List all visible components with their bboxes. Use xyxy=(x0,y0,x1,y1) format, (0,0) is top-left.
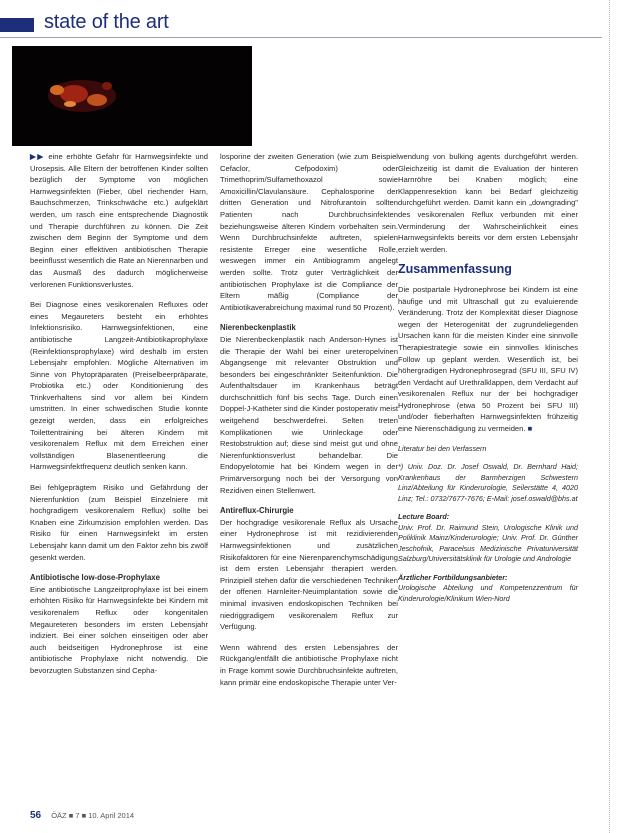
paragraph: losporine der zweiten Generation (wie zum Beispiel Cefaclor, Cefpodoxim) oder Trimethoprim/Sulfamethoxazol sowie Amoxicillin/Clavulansäure. Cephalosporine der dritten Generation und Nitrofurantoin sollten Patienten nach Durchbruchsinfekten beziehungsweise älteren Kindern vorbehalten sein. Wenn Durchbruchsinfekte auftreten, spielen resistente Erreger eine wesentliche Rolle, weswegen immer ein Antibiogramm angelegt werden sollte. Trotz guter Verträglichkeit der antibiotischen Prophylaxe ist die Compliance der Eltern mäßig (Compliance der Antibiotikaverabreichung maximal rund 50 Prozent). xyxy=(220,152,398,312)
end-marker: ■ xyxy=(527,424,533,434)
paragraph: Bei fehlgeprägtem Risiko und Gefährdung der Nierenfunktion (zum Beispiel Einzelniere mit hochgradigem vesikorenalem Reflux) sollte bei Knaben eine Zirkumzision empfohlen werden. Das Risiko für einen Harnwegsinfekt im ersten Lebensjahr kann damit um den Faktor zehn bis zwölf gesenkt werden. xyxy=(30,483,208,562)
paragraph: Der hochgradige vesikorenale Reflux als Ursache einer Hydronephrose ist mit rezidivierenden Harnwegsinfektionen und zusätzlichen Risikofaktoren für eine Nierenparenchymschädigung ist dem ersten Lebensjahr therapiert werden. Prinzipiell stehen dafür die verschiedenen Techniken der offenen Harnleiter-Neuimplantation sowie die minimal invasiven endoskopischen Techniken bei niedriggradigem vesikorenalem Reflux zur Verfügung. xyxy=(220,517,398,632)
section-title: state of the art xyxy=(44,11,169,33)
ultrasound-image xyxy=(12,46,252,146)
column-1 xyxy=(30,151,208,686)
column-2 xyxy=(220,151,398,697)
section-heading: Zusammenfassung xyxy=(398,262,512,277)
article-image xyxy=(12,46,252,146)
lecture-board: Lecture Board: Univ. Prof. Dr. Raimund Stein, Urologische Klinik und Poliklinik Mainz/Kinderurologie; Univ. Prof. Dr. Günther Jeschofnik, Paracelsus Medizinische Privatuniversität Salzburg/Universitätsklinik für Urologie und Andrologie xyxy=(398,512,578,564)
paragraph: Die Nierenbeckenplastik nach Anderson-Hynes ist die Therapie der Wahl bei einer ureteropelvinen Abgangsenge mit relevanter Obstruktion und besonders bei eingeschränkter Seitenfunktion. Die Aufenthaltsdauer im Krankenhaus beträgt durchschnittlich fünf bis sechs Tage. Durch einen Doppel-J-Katheter sind die Kinder postoperativ meist weitgehend beschwerdefrei. Selten treten Komplikationen wie Urinleckage oder Restobstruktion auf; diese sind meist gut und ohne Nierenfunktionsverlust behandelbar. Die Endopyelotomie hat bei Kindern wegen in der Primärversorgung noch bei der Versorgung von Rezidiven einen Stellenwert. xyxy=(220,334,398,495)
article-meta xyxy=(398,444,578,605)
training-provider: Ärztlicher Fortbildungsanbieter: Urologische Abteilung und Kompetenzzentrum für Kinderurologie/Klinikum Wien-Nord xyxy=(398,572,578,603)
column-3 xyxy=(398,151,578,612)
page-number: 56 xyxy=(30,810,42,821)
page-header xyxy=(0,0,620,46)
literature-note: Literatur bei den Verfassern xyxy=(398,443,487,453)
continuation-marker: ▶▶ xyxy=(30,152,45,161)
paragraph: ▶▶ eine erhöhte Gefahr für Harnwegsinfekte und Urosepsis. Alle Eltern der betroffenen Kinder sollten bezüglich der Symptome von möglichen Harnwegsinfekten (Fieber, übel riechender Harn, Bauchschmerzen, Trinkschwäche etc.) aufgeklärt werden, um rasch eine entsprechende Diagnostik und Therapie durchführen zu können. Die Zeit zwischen dem Beginn der Symptome und dem Beginn einer effektiven antibiotischen Therapie beeinflusst wesentlich die Rate an Nierennarben und das Ausmaß des dadurch möglicherweise verlorenen Funktionsverlustes. xyxy=(30,152,208,289)
page-footer xyxy=(30,810,134,821)
subheading: Antireflux-Chirurgie xyxy=(220,506,294,516)
paragraph: Die postpartale Hydronephrose bei Kindern ist eine häufige und mit Ultraschall gut zu evaluierende Veränderung. Trotz der Komplexität dieser Diagnose wegen der Heterogenität der zugrundeliegenden Ursachen kann für die meisten Kinder eine sinnvolle Therapiestrategie sowie ein sinnvolles klinisches Follow up geplant werden. Wesentlich ist, bei höhergradigen Hydronephrosegrad (SFU III, SFU IV) den Verdacht auf Urethralklappen, dem Verdacht auf vesikorenalen Reflux nur der bei hochgradiger Hydronephrose (etwa 50 Prozent bei SFU III) und/oder fieberhaften Harnwegsinfekten frühzeitig eine Nierenschädigung zu vermeiden. ■ xyxy=(398,284,578,434)
page-edge xyxy=(609,0,616,833)
subheading: Nierenbeckenplastik xyxy=(220,323,296,333)
paragraph: Wenn während des ersten Lebensjahres der Rückgang/entfällt die antibiotische Prophylaxe nicht in Frage kommt sowie Durchbruchsinfekte auftreten, kann primär eine endoskopische Therapie unter Ver- xyxy=(220,642,398,687)
header-rule xyxy=(0,37,602,38)
paragraph: Eine antibiotische Langzeitprophylaxe ist bei einem erhöhten Risiko für Harnwegsinfekte bei Kindern mit vesikorenalem Reflux oder kongenitalen Megaureteren besonders im ersten Lebensjahr indiziert. Bei einer solchen einseitigen oder aber auch beidseitigen Hydronephrose ist eine antibiotische Prophylaxe nicht notwendig. Die bevorzugten Substanzen sind Cepha- xyxy=(30,584,208,675)
paragraph: Bei Diagnose eines vesikorenalen Refluxes oder eines Megaureters besteht ein erhöhtes Infektionsrisiko. Harnwegsinfektionen, eine antibiotische Langzeit-Antibiotikaprophylaxe (Reinfektionsprophylaxe) wird deshalb im ersten Lebensjahr empfohlen. Mögliche Alternativen im Sinne von Phytopräparaten (Preiselbeerpräparate, Probiotika etc.) oder Konditionierung des Trinkverhaltens sind vor allem bei Kindern umstritten. In einer schwedischen Studie konnte gezeigt werden, dass ein erfolgreiches Toilettentraining bei älteren Kindern mit vesikorenalem Reflux mit dem Erreichen einer vollständigen Blasenentleerung die Harnwegsinfektfrequenz deutlich senken kann. xyxy=(30,300,208,472)
header-color-block xyxy=(0,18,34,32)
author-info: *) Univ. Doz. Dr. Josef Oswald, Dr. Bernhard Haid; Krankenhaus der Barmherzigen Schwestern Linz/Abteilung für Kinderurologie, Seilerstätte 4, 4020 Linz; Tel.: 0732/7677-7676; E-Mail: josef.oswald@bhs.at xyxy=(398,462,578,503)
subheading: Antibiotische low-dose-Prophylaxe xyxy=(30,573,160,583)
paragraph: wendung von bulking agents durchgeführt werden. Gleichzeitig ist damit die Evaluation der hinteren Harnröhre bei Knaben möglich; eine Klappenresektion kann bei Bedarf gleichzeitig durchgeführt werden. Damit kann ein „downgrading" des vesikorenalen Reflux verbunden mit einer Verminderung der Wahrscheinlichkeit eines Harnwegsinfekts bereits vor dem ersten Lebensjahr erzielt werden. xyxy=(398,152,578,254)
issue-info: ÖÄZ ■ 7 ■ 10. April 2014 xyxy=(51,811,135,820)
